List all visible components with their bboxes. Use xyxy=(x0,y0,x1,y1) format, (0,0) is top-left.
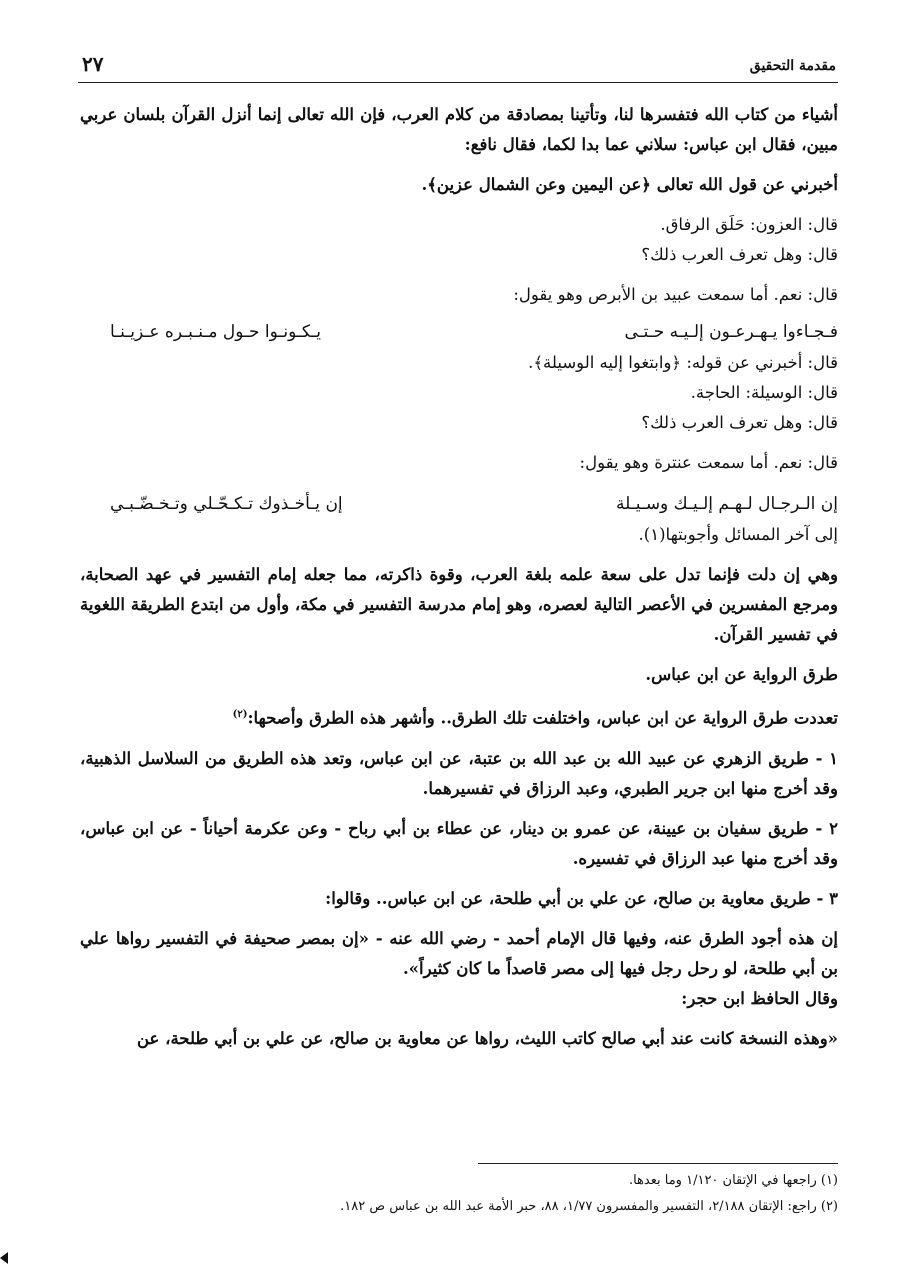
end-note-text: إلى آخر المسائل وأجوبتها xyxy=(665,525,838,544)
verse-1-second-hemistich: يـكـونـوا حـول مـنـبـره عـزيـنـا xyxy=(110,322,322,342)
answer-2: قال: الوسيلة: الحاجة. xyxy=(690,383,838,402)
section-heading-turuq: طرق الرواية عن ابن عباس. xyxy=(645,665,838,684)
verse-1-first-hemistich: فـجـاءوا يـهـرعـون إلـيـه حـتـى xyxy=(624,322,838,342)
footnote-ref-2: (٢) xyxy=(232,709,248,720)
footnote-2: (٢) راجع: الإتقان ٢/١٨٨، التفسير والمفسرون ١/٧٧، ٨٨، حبر الأمة عبد الله بن عباس ص ١٨٢. xyxy=(340,1199,838,1214)
verse-1 xyxy=(80,316,838,348)
footnote-1: (١) راجعها في الإتقان ١/١٢٠ وما بعدها. xyxy=(628,1173,838,1188)
paragraph-turuq-intro xyxy=(80,700,838,734)
question-1b: قال: وهل تعرف العرب ذلك؟ xyxy=(641,245,838,264)
tariq-1-text: طريق الزهري عن عبيد الله بن عبد الله بن عتبة، عن ابن عباس، وتعد هذه الطريق من السلاسل الذهبية، وقد أخرج منها ابن جرير الطبري، وعبد الرزاق في تفسيرهما. xyxy=(80,748,838,798)
turuq-intro-text: تعددت طرق الرواية عن ابن عباس، واختلفت تلك الطرق.. وأشهر هذه الطرق وأصحها: xyxy=(247,708,838,728)
question-2: قال: أخبرني عن قوله: ﴿وابتغوا إليه الوسيلة﴾. xyxy=(528,353,838,372)
tariq-2-text: طريق سفيان بن عيينة، عن عمرو بن دينار، عن عطاء بن أبي رباح - وعن عكرمة أحياناً - عن ابن عباس، وقد أخرج منها عبد الرزاق في تفسيره. xyxy=(80,818,838,868)
tariq-3-number: ٣ - xyxy=(810,888,838,908)
page-edge-mark xyxy=(0,1252,8,1264)
verse-2-first-hemistich: إن الـرجـال لـهـم إلـيـك وسـيـلة xyxy=(615,494,838,514)
running-title: مقدمة التحقيق xyxy=(749,58,836,74)
page-number: ٢٧ xyxy=(82,52,104,76)
page-header xyxy=(78,52,838,83)
paragraph-intro: أشياء من كتاب الله فتفسرها لنا، وتأتينا بمصادقة من كلام العرب، فإن الله تعالى إنما أنزل القرآن بلسان عربي مبين، فقال ابن عباس: سلاني عما بدا لكما، فقال نافع: xyxy=(80,105,838,154)
tariq-2-number: ٢ - xyxy=(808,818,838,838)
paragraph-significance: وهي إن دلت فإنما تدل على سعة علمه بلغة العرب، وقوة ذاكرته، مما جعله إمام التفسير في عهد الصحابة، ومرجع المفسرين في الأعصر التالية لعصره، وهو إمام مدرسة التفسير في مكة، وأول من ابتدع الطريقة اللغوية في تفسير القرآن. xyxy=(80,565,838,644)
page-body xyxy=(80,100,838,1054)
tariq-1-number: ١ - xyxy=(808,748,838,768)
footnotes xyxy=(340,1163,838,1220)
tariq-2 xyxy=(80,814,838,874)
question-1: أخبرني عن قول الله تعالى ﴿عن اليمين وعن الشمال عزين﴾. xyxy=(421,175,838,194)
end-note xyxy=(80,520,838,550)
tariq-3 xyxy=(80,884,838,914)
paragraph-nuskha: «وهذه النسخة كانت عند أبي صالح كاتب الليث، رواها عن معاوية بن صالح، عن علي بن أبي طلحة، عن xyxy=(136,1028,838,1048)
verse-2 xyxy=(80,488,838,520)
verse-2-second-hemistich: إن يـأخـذوك تـكـحّـلي وتـخـضّـبـي xyxy=(110,494,343,514)
tariq-1 xyxy=(80,744,838,804)
answer-1b: قال: نعم. أما سمعت عبيد بن الأبرص وهو يقول: xyxy=(513,285,838,304)
tariq-3-text: طريق معاوية بن صالح، عن علي بن أبي طلحة، عن ابن عباس.. وقالوا: xyxy=(325,888,811,908)
answer-1: قال: العزون: حَلَق الرفاق. xyxy=(660,215,838,234)
answer-2b: قال: نعم. أما سمعت عنترة وهو يقول: xyxy=(579,453,838,472)
footnote-ref-1: (١). xyxy=(638,525,666,544)
question-2b: قال: وهل تعرف العرب ذلك؟ xyxy=(641,413,838,432)
paragraph-ibn-hajar: وقال الحافظ ابن حجر: xyxy=(681,988,838,1008)
paragraph-ahmad-quote: إن هذه أجود الطرق عنه، وفيها قال الإمام أحمد - رضي الله عنه - «إن بمصر صحيفة في التفسير رواها علي بن أبي طلحة، لو رحل رجل فيها إلى مصر قاصداً ما كان كثيراً». xyxy=(80,928,838,978)
